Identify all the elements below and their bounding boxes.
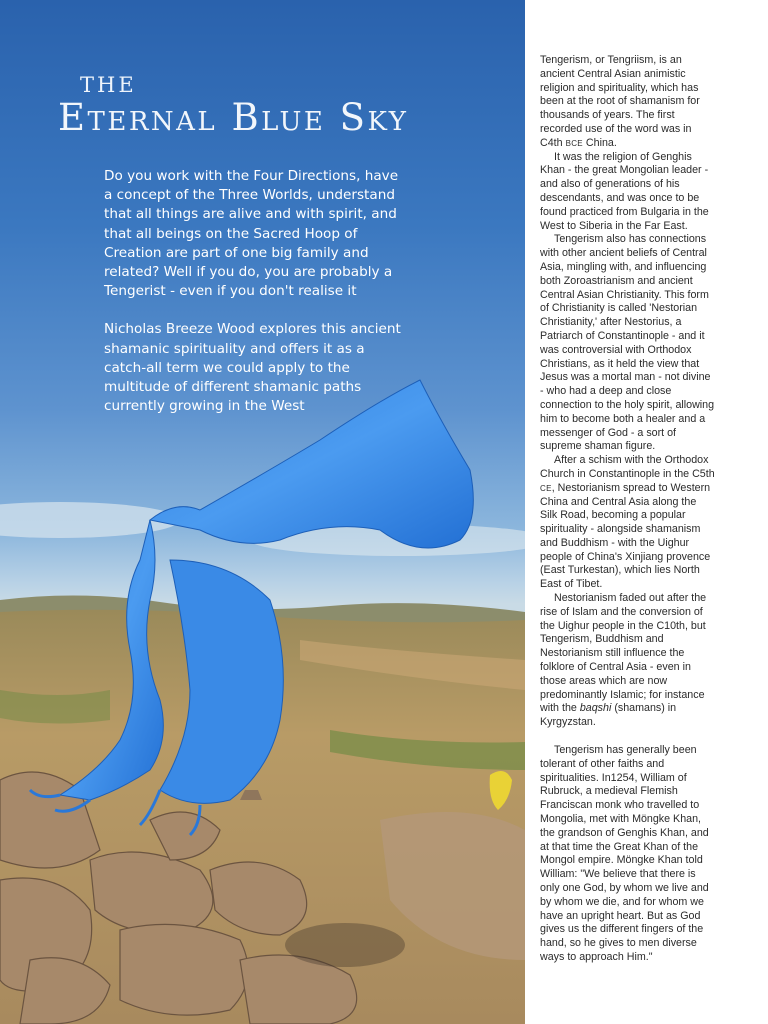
- intro-standfirst: [104, 167, 404, 435]
- body-paragraph-3: Tengerism also has connections with other ancient beliefs of Central Asia, mingling with, and influencing both Zoroastrianism and ancient Central Asian Christianity. This form of Christianity is called 'Nestorian Christianity,' after Nestorius, a Patriarch of Constantinople - and it was controversial with Orthodox Christians, as it held the view that Jesus was a mortal man - not divine - who had a deep and close connection to the holy spirit, allowing him to become both a healer and a messenger of God - a sort of supreme shaman figure.: [540, 233, 715, 453]
- body-paragraph-1: Tengerism, or Tengriism, is an ancient Central Asian animistic religion and spirituality, which has been at the root of shamanism for thousands of years. The first recorded use of the word was in C4th BCE China.: [540, 54, 700, 149]
- body-paragraph-4: After a schism with the Orthodox Church in Constantinople in the C5th CE, Nestorianism spread to Western China and Central Asia along the Silk Road, becoming a popular spirituality - alongside shamanism and Buddhism - with the Uighur people of China's Xinjiang provence (East Turkestan), which lies North East of Tibet.: [540, 454, 715, 591]
- body-paragraph-2: It was the religion of Genghis Khan - the great Mongolian leader - and also of generations of his descendants, and was once to be found practiced from Bulgaria in the West to Siberia in the Far East.: [540, 150, 709, 232]
- article-body-column: [540, 54, 716, 965]
- title-kicker: THE: [80, 73, 137, 97]
- page-title: Eternal Blue Sky: [58, 96, 409, 139]
- intro-byline: Nicholas Breeze Wood explores this ancient shamanic spirituality and offers it as a catch-all term we could apply to the multitude of different shamanic paths currently growing in the West: [104, 321, 401, 415]
- intro-question: Do you work with the Four Directions, have a concept of the Three Worlds, understand that all things are alive and with spirit, and that all beings on the Sacred Hoop of Creation are part of one big family and related? Well if you do, you are probably a Tengerist - even if you don't realise it: [104, 168, 399, 300]
- body-paragraph-5: Nestorianism faded out after the rise of Islam and the conversion of the Uighur people in the C10th, but Tengerism, Buddhism and Nestorianism still influence the folklore of Central Asia - even in those areas which are now predominantly Islamic; for instance with the baqshi (shamans) in Kyrgyzstan.: [540, 592, 707, 729]
- body-paragraph-6: Tengerism has generally been tolerant of other faiths and spiritualities. In1254, William of Rubruck, a medieval Flemish Franciscan monk who travelled to Mongolia, met with Möngke Khan, the grandson of Genghis Khan, and at that time the Great Khan of the Mongol empire. Möngke Khan told William: "We believe that there is only one God, by whom we live and by whom we die, and for whom we have an upright heart. But as God gives us the different fingers of the hand, so he gives to men diverse ways to approach Him.": [540, 744, 709, 963]
